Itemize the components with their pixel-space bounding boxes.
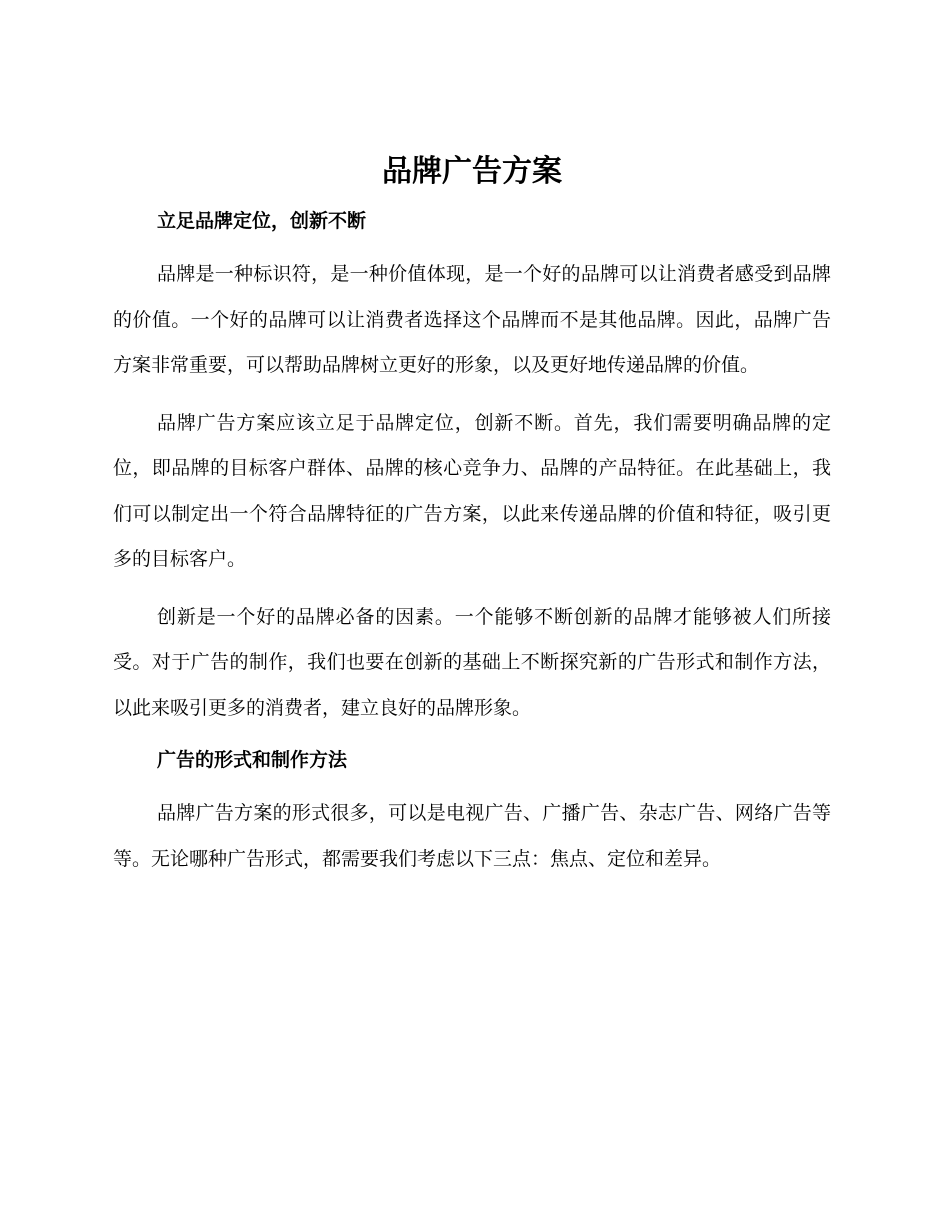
paragraph-brand-definition: 品牌是一种标识符，是一种价值体现，是一个好的品牌可以让消费者感受到品牌的价值。一个好的品牌可以让消费者选择这个品牌而不是其他品牌。因此，品牌广告方案非常重要，可以帮助品牌树立更好的形象，以及更好地传递品牌的价值。 [113,263,831,376]
section-heading-brand-positioning: 立足品牌定位，创新不断 [157,210,367,232]
document-body [113,150,831,882]
paragraph-innovation: 创新是一个好的品牌必备的因素。一个能够不断创新的品牌才能够被人们所接受。对于广告的制作，我们也要在创新的基础上不断探究新的广告形式和制作方法，以此来吸引更多的消费者，建立良好的品牌形象。 [113,605,831,719]
section-heading-ad-forms: 广告的形式和制作方法 [157,749,348,771]
paragraph-ad-forms: 品牌广告方案的形式很多，可以是电视广告、广播广告、杂志广告、网络广告等等。无论哪种广告形式，都需要我们考虑以下三点：焦点、定位和差异。 [113,802,831,870]
document-title: 品牌广告方案 [382,154,562,189]
paragraph-brand-positioning: 品牌广告方案应该立足于品牌定位，创新不断。首先，我们需要明确品牌的定位，即品牌的目标客户群体、品牌的核心竞争力、品牌的产品特征。在此基础上，我们可以制定出一个符合品牌特征的广告方案，以此来传递品牌的价值和特征，吸引更多的目标客户。 [113,411,831,570]
